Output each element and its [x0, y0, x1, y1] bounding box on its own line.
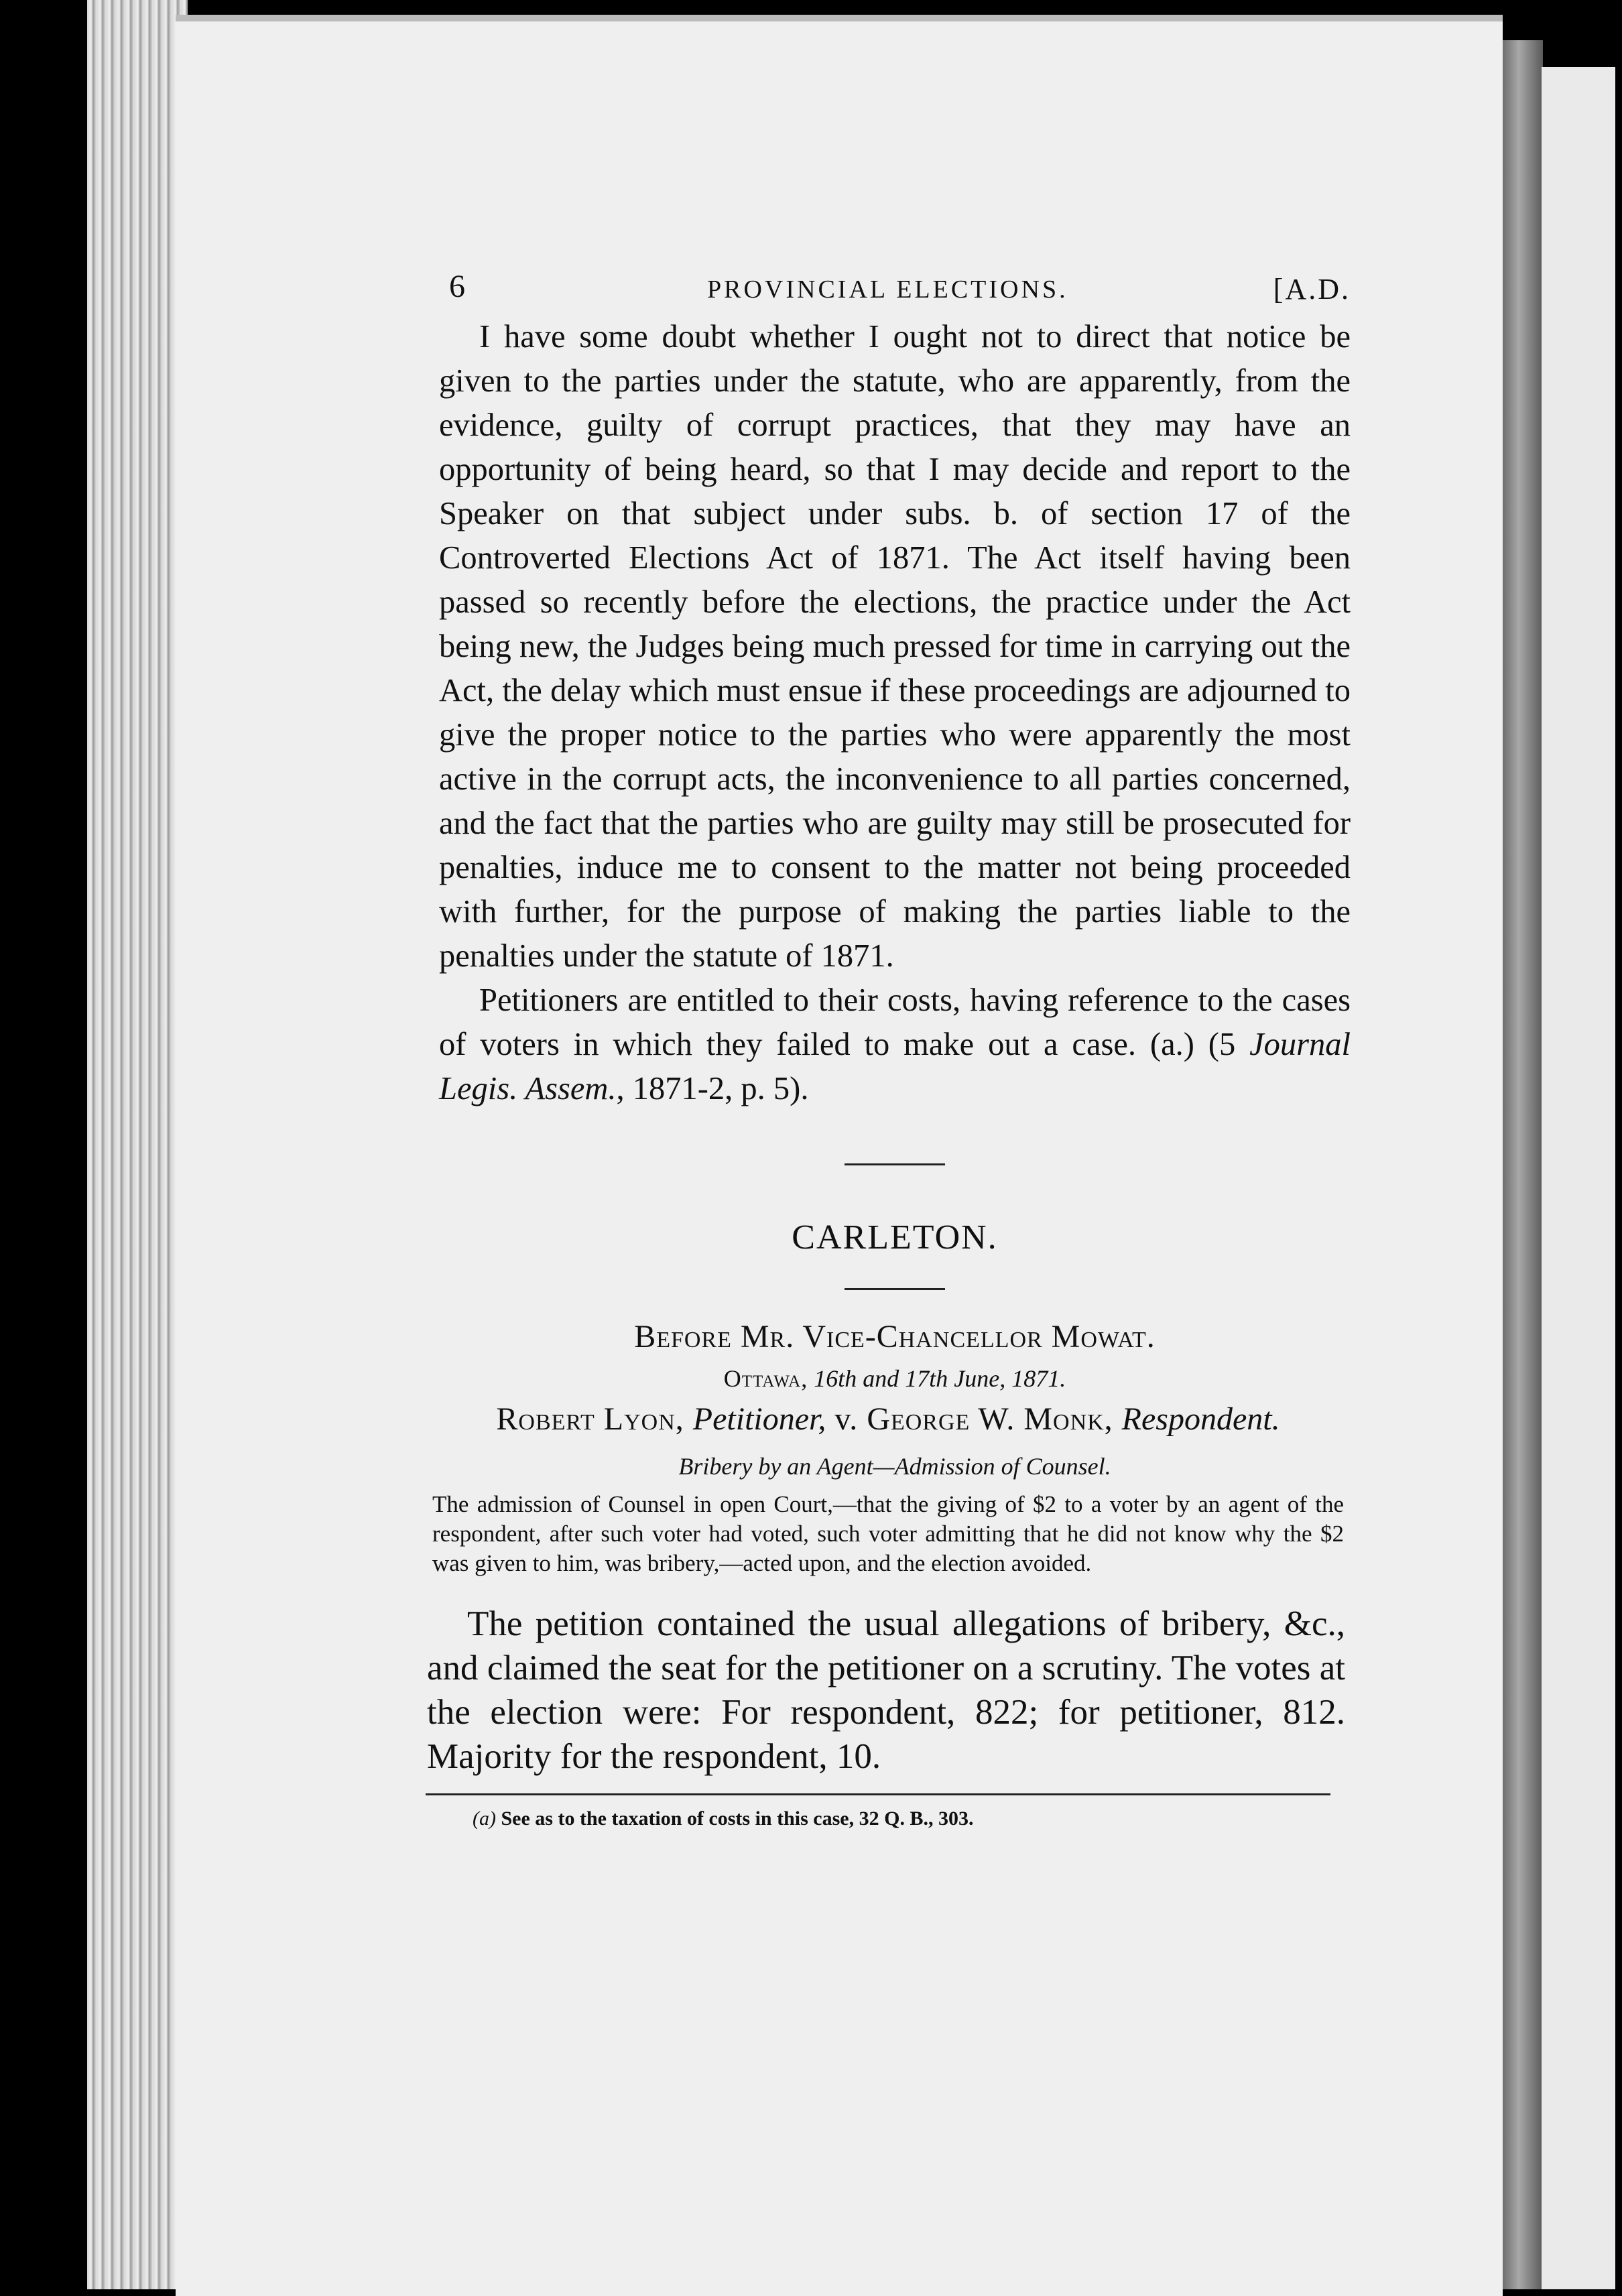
book-gutter-shadow	[1503, 40, 1543, 2289]
footnote-mark: (a)	[473, 1807, 496, 1830]
case-paragraph: The petition contained the usual allegations of bribery, &c., and claimed the seat for the petitioner on a scrutiny. The votes at the election were: For respondent, 822; for petitioner, 812. Majority for the respondent, 10.	[427, 1604, 1345, 1776]
body-paragraph-2-text: Petitioners are entitled to their costs, having reference to the cases of voters in which they failed to make out a case. (a.) (5	[439, 982, 1351, 1062]
running-head-title: PROVINCIAL ELECTIONS.	[707, 275, 1068, 304]
petitioner-role: Petitioner,	[692, 1401, 826, 1437]
body-paragraph-1: I have some doubt whether I ought not to direct that notice be given to the parties under the statute, who are apparently, from the evidence, guilty of corrupt practices, that they may have an opportunity of being heard, so that I may decide and report to the Speaker on that subject under subs. b. of section 17 of the Controverted Elections Act of 1871. The Act itself having been passed so recently before the elections, the practice under the Act being new, the Judges being much pressed for time in carrying out the Act, the delay which must ensue if these proceedings are adjourned to give the proper notice to the parties who were apparently the most active in the corrupt acts, the inconvenience to all parties concerned, and the fact that the parties who are guilty may still be prosecuted for penalties, induce me to consent to the matter not being proceeded with further, for the purpose of making the parties liable to the penalties under the statute of 1871.	[439, 319, 1351, 974]
headnote: The admission of Counsel in open Court,—that the giving of $2 to a voter by an agent of the respondent, after such voter had voted, such voter admitting that he did not know why the $2 was given to him, was bribery,—acted upon, and the election avoided.	[432, 1491, 1344, 1576]
respondent-name: George W. Monk,	[867, 1401, 1113, 1437]
court-line: Before Mr. Vice-Chancellor Mowat.	[634, 1319, 1156, 1354]
running-head-date: [A.D.	[1273, 273, 1351, 306]
journal-citation: Journal Legis. Assem.	[439, 1027, 1351, 1106]
case-place: Ottawa,	[723, 1365, 808, 1392]
footnote	[473, 1807, 1351, 1830]
footnote-rule	[426, 1793, 1330, 1795]
versus: v.	[834, 1401, 859, 1437]
facing-page	[1542, 67, 1615, 2289]
book-page-edges	[87, 0, 188, 2289]
case-date: 16th and 17th June, 1871.	[814, 1365, 1066, 1392]
parties-line	[419, 1401, 1357, 1438]
section-divider-bottom	[845, 1288, 945, 1290]
date-line	[439, 1364, 1351, 1393]
page-content	[427, 268, 1351, 1830]
body-paragraph-2-end: , 1871-2, p. 5).	[616, 1071, 809, 1106]
page-number: 6	[449, 269, 467, 304]
petitioner-name: Robert Lyon,	[496, 1401, 684, 1437]
case-title: CARLETON.	[792, 1218, 998, 1257]
body-paragraph-2	[439, 978, 1351, 1111]
footnote-text: See as to the taxation of costs in this case, 32 Q. B., 303.	[501, 1807, 974, 1830]
respondent-role: Respondent.	[1121, 1401, 1280, 1437]
catchwords: Bribery by an Agent—Admission of Counsel.	[678, 1453, 1111, 1480]
running-head	[439, 268, 1351, 315]
section-divider-top	[845, 1163, 945, 1165]
